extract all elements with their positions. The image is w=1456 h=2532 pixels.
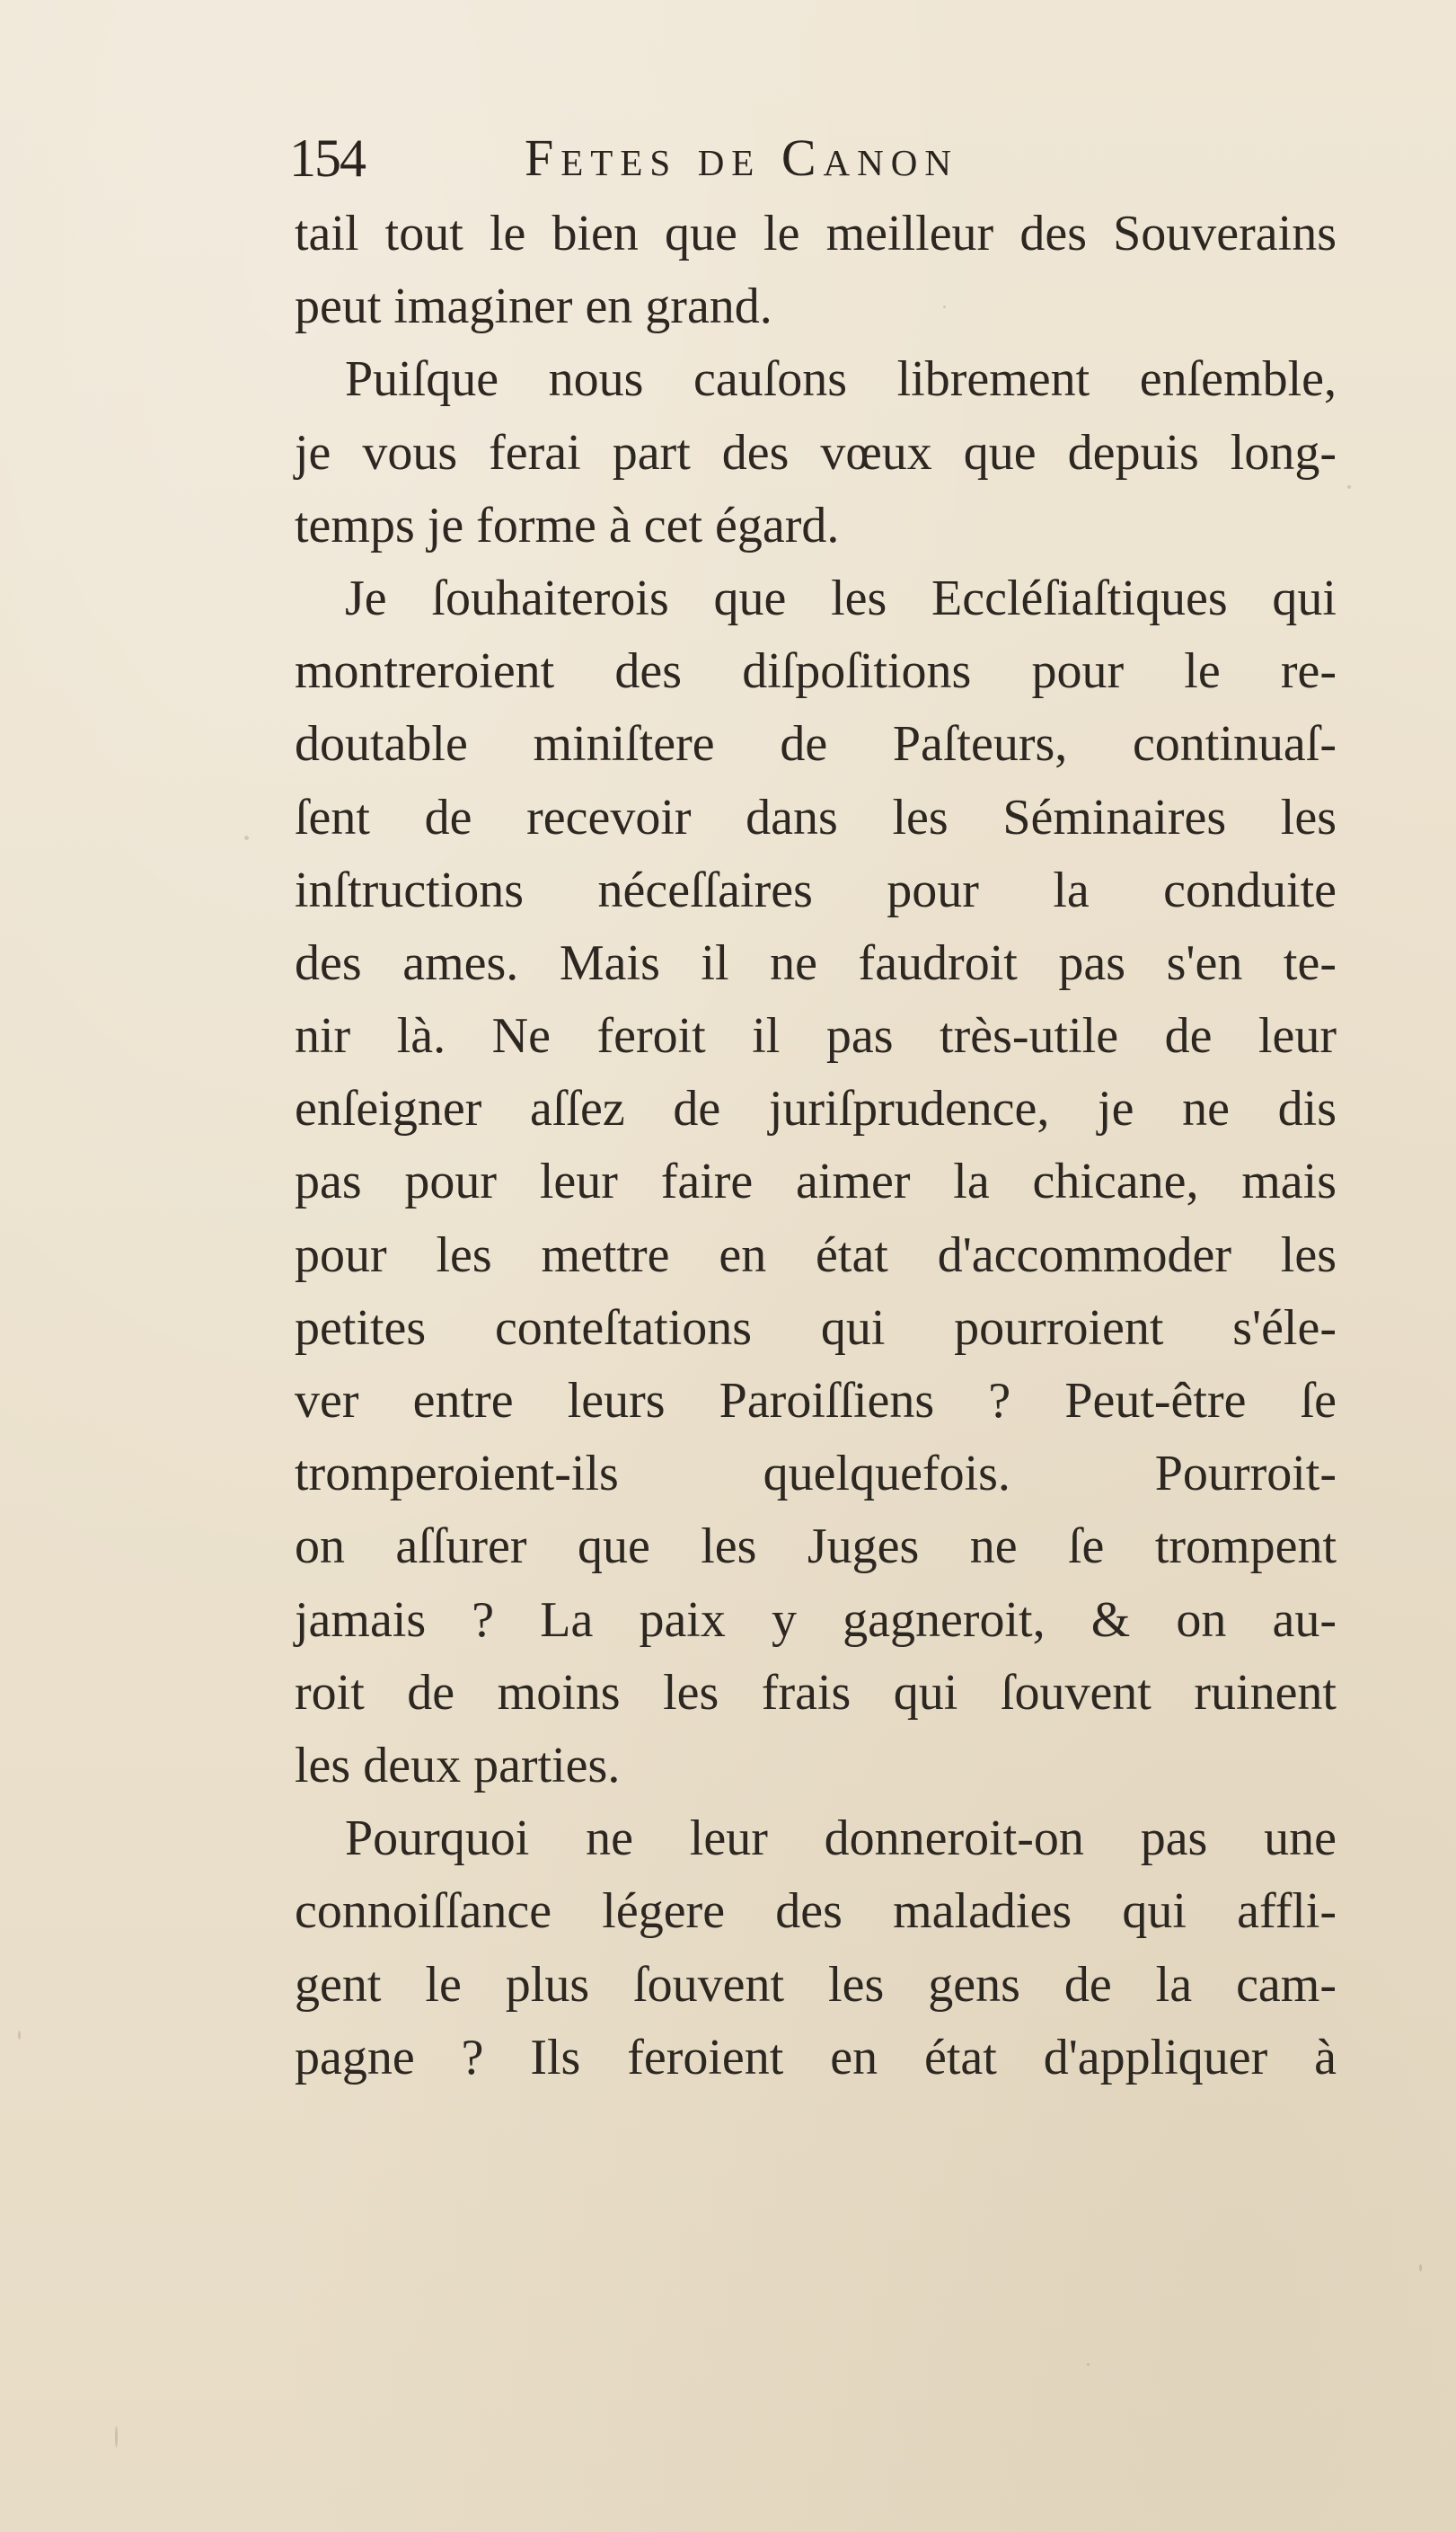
- text-line: Pourquoi ne leur donneroit-on pas une: [345, 1810, 1337, 1867]
- text-line: enſeigner aſſez de juriſprudence, je ne dis: [295, 1081, 1337, 1138]
- text-line: petites conteſtations qui pourroient s'éle-: [295, 1299, 1337, 1356]
- text-line: pour les mettre en état d'accommoder les: [295, 1226, 1337, 1283]
- text-line: jamais ? La paix y gagneroit, & on au-: [295, 1591, 1337, 1648]
- text-line: temps je forme à cet égard.: [295, 497, 840, 553]
- page-header: [289, 122, 1349, 194]
- text-line: nir là. Ne feroit il pas très-utile de leur: [295, 1008, 1337, 1065]
- text-line: les deux parties.: [295, 1737, 621, 1793]
- text-line: montreroient des diſpoſitions pour le re-: [295, 643, 1337, 700]
- running-title: Fetes de Canon: [525, 128, 958, 187]
- text-line: doutable miniſtere de Paſteurs, continuaſ-: [295, 716, 1337, 773]
- text-line: roit de moins les frais qui ſouvent ruinent: [295, 1664, 1337, 1721]
- body-text: [295, 198, 1337, 2094]
- text-line: pagne ? Ils feroient en état d'appliquer à: [295, 2029, 1337, 2085]
- paper-speck: [115, 2426, 118, 2448]
- text-line: connoiſſance légere des maladies qui affli-: [295, 1883, 1337, 1940]
- paper-speck: [1419, 2264, 1422, 2271]
- text-line: ver entre leurs Paroiſſiens ? Peut-être ſe: [295, 1373, 1337, 1429]
- text-line: gent le plus ſouvent les gens de la cam-: [295, 1956, 1337, 2013]
- text-line: inſtructions néceſſaires pour la conduite: [295, 862, 1337, 918]
- page-number: 154: [289, 128, 365, 188]
- paper-speck: [244, 836, 249, 840]
- text-line: Je ſouhaiterois que les Eccléſiaſtiques qui: [345, 570, 1337, 626]
- paper-speck: [1347, 485, 1351, 489]
- text-line: tail tout le bien que le meilleur des Souverains: [295, 206, 1337, 261]
- text-line: pas pour leur faire aimer la chicane, mais: [295, 1154, 1337, 1210]
- text-line: on aſſurer que les Juges ne ſe trompent: [295, 1518, 1337, 1575]
- text-line: Puiſque nous cauſons librement enſemble,: [345, 351, 1337, 408]
- paper-speck: [1087, 2363, 1090, 2366]
- text-line: tromperoient-ils quelquefois. Pourroit-: [295, 1446, 1337, 1502]
- paper-speck: [18, 2031, 21, 2040]
- text-line: des ames. Mais il ne faudroit pas s'en te-: [295, 934, 1337, 991]
- text-line: je vous ferai part des vœux que depuis long-: [295, 424, 1337, 481]
- text-line: ſent de recevoir dans les Séminaires les: [295, 789, 1337, 845]
- text-line: peut imaginer en grand.: [295, 279, 772, 335]
